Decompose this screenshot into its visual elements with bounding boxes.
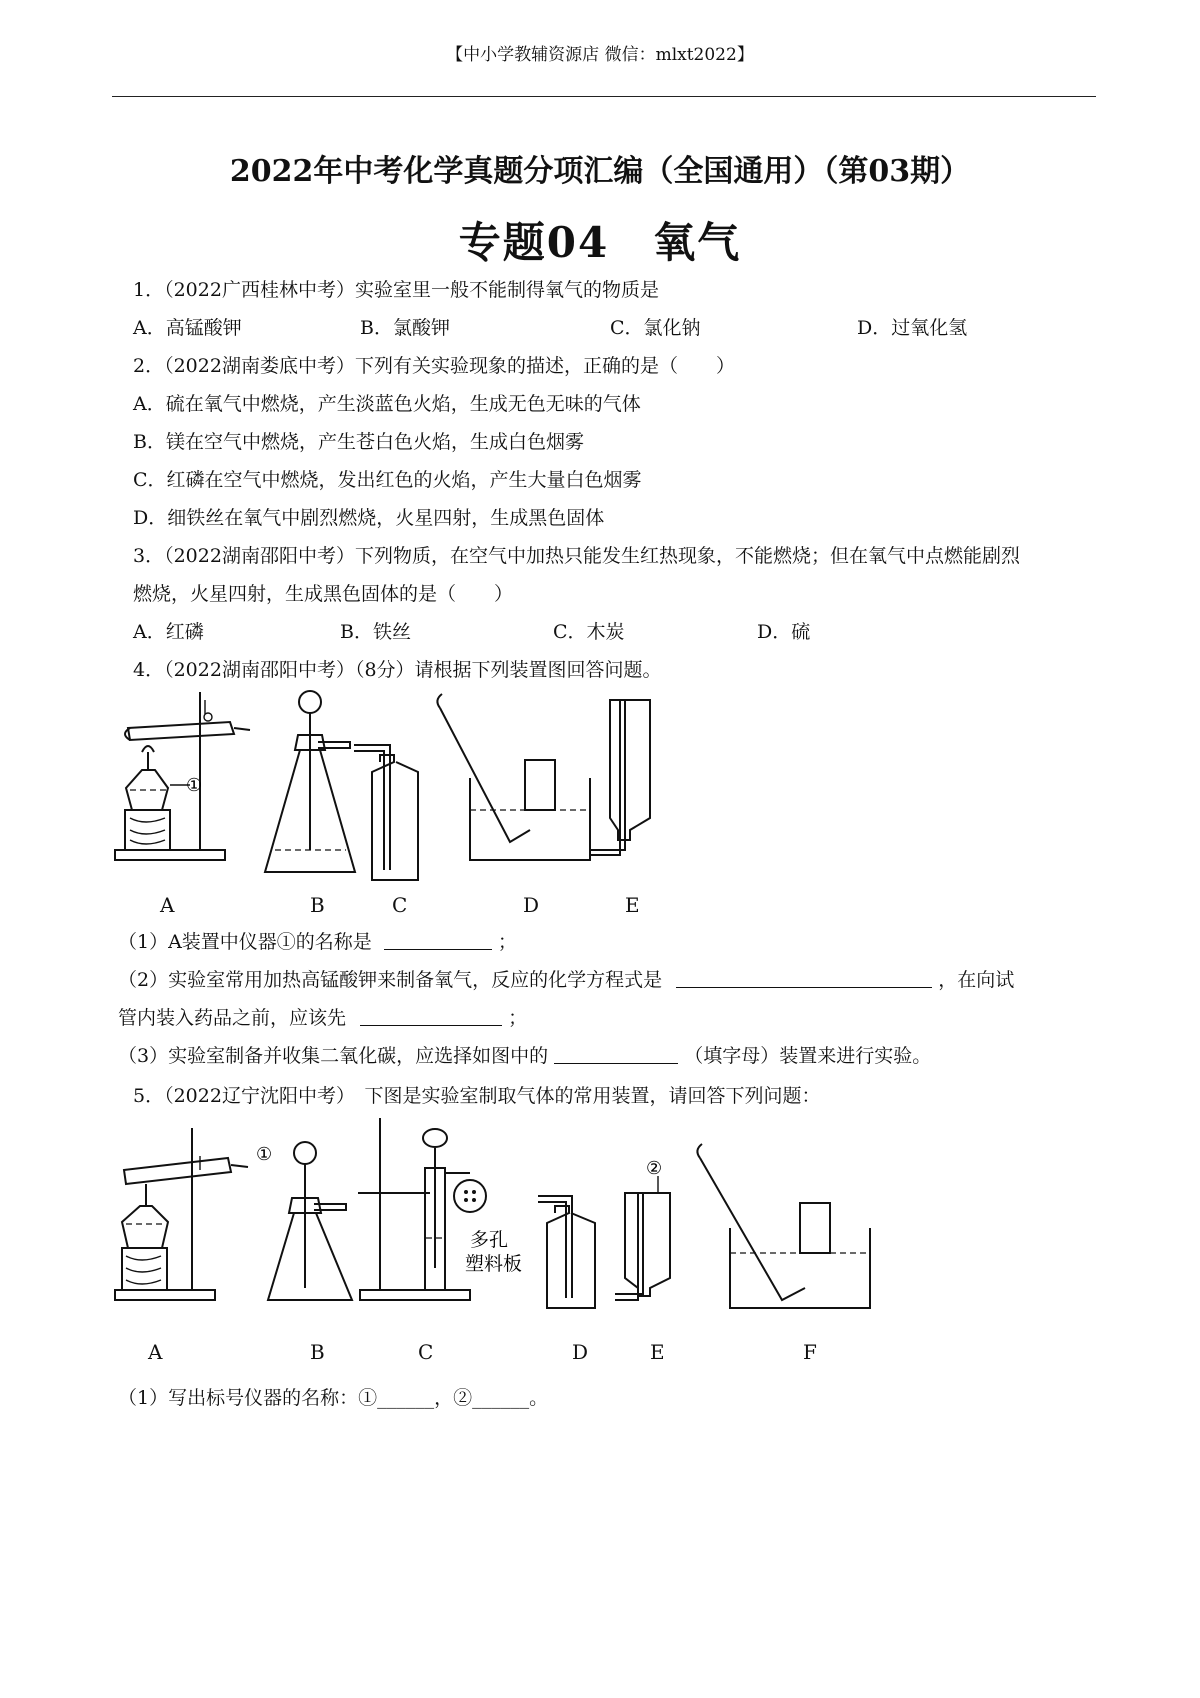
q5-apparatus-e — [615, 1176, 670, 1300]
q4-label-c: C — [392, 893, 408, 917]
q4-label-a: A — [160, 893, 175, 917]
q5-plate-label-1: 多孔 — [470, 1230, 509, 1251]
q4-apparatus-c — [354, 745, 418, 880]
q5-label-e: E — [650, 1340, 665, 1364]
document-title: 2022年中考化学真题分项汇编（全国通用）（第03期） — [229, 154, 971, 189]
q5-marker-2: ② — [646, 1158, 663, 1179]
q5-apparatus-figure — [110, 1118, 900, 1318]
q4-sub2-step-blank[interactable] — [360, 1007, 502, 1026]
topic-title: 专题04 氧气 — [458, 218, 742, 267]
q4-sub2-text-b: ，在向试 — [938, 969, 1015, 991]
q4-sub2-end: ； — [508, 1007, 528, 1029]
q2-option-a: A．硫在氧气中燃烧，产生淡蓝色火焰，生成无色无味的气体 — [133, 393, 641, 415]
q2-option-b: B．镁在空气中燃烧，产生苍白色火焰，生成白色烟雾 — [133, 431, 584, 453]
q3-option-c: C．木炭 — [553, 621, 625, 643]
q5-label-f: F — [803, 1340, 817, 1364]
q2-option-c: C．红磷在空气中燃烧，发出红色的火焰，产生大量白色烟雾 — [133, 469, 642, 491]
q2-stem: 2．（2022湖南娄底中考）下列有关实验现象的描述，正确的是（ ） — [133, 355, 735, 377]
q4-sub1 — [118, 927, 517, 954]
q4-sub2-line2 — [118, 1003, 527, 1030]
header-divider — [112, 96, 1096, 97]
q5-label-c: C — [418, 1340, 434, 1364]
q4-stem: 4．（2022湖南邵阳中考）（8分）请根据下列装置图回答问题。 — [133, 659, 662, 681]
q4-sub2-equation-blank[interactable] — [676, 969, 932, 988]
q3-option-d: D．硫 — [757, 621, 811, 643]
q1-option-b: B．氯酸钾 — [360, 317, 450, 339]
q5-label-d: D — [572, 1340, 589, 1364]
q4-sub1-text: （1）A装置中仪器①的名称是 — [118, 931, 372, 953]
q4-apparatus-d — [437, 694, 590, 860]
q5-label-a: A — [148, 1340, 163, 1364]
q4-label-b: B — [310, 893, 325, 917]
q5-apparatus-f — [697, 1144, 870, 1308]
q5-apparatus-d — [538, 1196, 595, 1308]
q5-sub1: （1）写出标号仪器的名称：①______，②______。 — [118, 1387, 549, 1409]
q2-option-d: D．细铁丝在氧气中剧烈燃烧，火星四射，生成黑色固体 — [133, 507, 605, 529]
q1-option-a: A．高锰酸钾 — [133, 317, 242, 339]
q4-sub3-text: （3）实验室制备并收集二氧化碳，应选择如图中的 — [118, 1045, 549, 1067]
q4-sub2-text: （2）实验室常用加热高锰酸钾来制备氧气，反应的化学方程式是 — [118, 969, 663, 991]
q5-plate-label-2: 塑料板 — [465, 1254, 523, 1275]
q5-label-b: B — [310, 1340, 325, 1364]
q5-marker-1: ① — [256, 1144, 273, 1165]
q1-option-d: D．过氧化氢 — [857, 317, 968, 339]
q1-option-c: C．氯化钠 — [610, 317, 701, 339]
q3-stem-line2: 燃烧，火星四射，生成黑色固体的是（ ） — [133, 583, 514, 605]
q3-stem-line1: 3．（2022湖南邵阳中考）下列物质，在空气中加热只能发生红热现象，不能燃烧；但在氧气中点燃能剧烈 — [133, 545, 1020, 567]
q5-apparatus-a — [115, 1128, 248, 1300]
q3-option-a: A．红磷 — [133, 621, 204, 643]
q4-label-d: D — [523, 893, 540, 917]
q4-apparatus-a — [115, 692, 250, 860]
page-header: 【中小学教辅资源店 微信：mlxt2022】 — [446, 45, 754, 65]
q4-apparatus-figure — [110, 690, 750, 890]
q4-apparatus-b — [265, 691, 355, 872]
q1-stem: 1．（2022广西桂林中考）实验室里一般不能制得氧气的物质是 — [133, 279, 659, 301]
q5-stem: 5．（2022辽宁沈阳中考） 下图是实验室制取气体的常用装置，请回答下列问题： — [133, 1085, 821, 1107]
q4-sub3-text-b: （填字母）装置来进行实验。 — [684, 1045, 932, 1067]
q4-sub3-answer-blank[interactable] — [554, 1045, 678, 1064]
q4-label-e: E — [625, 893, 640, 917]
q4-apparatus-e — [590, 700, 650, 855]
q4-sub3 — [118, 1041, 931, 1068]
q4-sub1-answer-blank[interactable] — [384, 931, 492, 950]
q4-sub2-text-c: 管内装入药品之前，应该先 — [118, 1007, 347, 1029]
q4-marker-1: ① — [186, 775, 203, 796]
q4-sub1-end: ； — [497, 931, 517, 953]
q3-option-b: B．铁丝 — [340, 621, 411, 643]
q5-apparatus-b — [268, 1142, 352, 1300]
q4-sub2-line1 — [118, 965, 1014, 992]
